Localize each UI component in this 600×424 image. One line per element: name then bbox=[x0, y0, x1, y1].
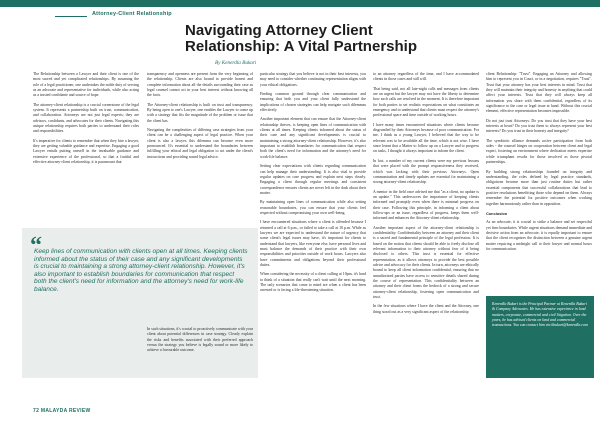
section-tag: Attorney-Client Relationship bbox=[92, 11, 172, 17]
paragraph: In the few situations where I have the client and the Attorney, one thing stood out as a very significant aspect of the relationship bbox=[373, 304, 479, 314]
paragraph: That being said, not all late-night calls and messages from clients are an urgent but the lawyer may not have the liberty to determine how such calls are resolved in the moment. It is therefore important for both parties to set realistic expectations on what constitutes an emergency and to understand that clients must respect the attorney's professional space and time outside of working hours. bbox=[373, 86, 479, 118]
article-title: Navigating Attorney Client Relationship: A Vital Partnership bbox=[185, 22, 417, 55]
paragraph: Another important element that can ensure that the Attorney-client relationship thrives, is keeping open lines of communication with clients at all times. Keeping clients informed about the status of their case and any significant developments is crucial to maintaining a strong attorney-client relationship. However, it's also important to establish boundaries for communication that respect both the client's need for information and the attorney's need for work-life balance. bbox=[260, 117, 366, 159]
author-bio-text: Kenerdla Bukari is the Principal Partner at Kenerdla Bukari & Company Advocates. He has extensive experience in land matters, corporate, commercial and civil litigation. Over the years, he has advised clients on land and commercial transactions. You can contact him via kbukari@kenerdla.com bbox=[492, 302, 588, 328]
article-column-2 bbox=[147, 72, 253, 214]
author-bio-box bbox=[486, 296, 594, 378]
page-footer: 72 MALAYDA REVIEW bbox=[33, 408, 91, 414]
article-column-5 bbox=[486, 72, 592, 292]
paragraph: In such situations, it's crucial to proactively communicate with your client about potential differences in case strategy. Clearly explain the risks and benefits associated with their preferred approach versus the strategy you believe is legally sound or more likely to achieve a favourable outcome. bbox=[147, 327, 253, 353]
paragraph: The attorney-client relationship is a crucial cornerstone of the legal system. It represents a partnership built on trust, communication, and collaboration. Attorneys are not just legal experts; they are advisors, confidants, and advocates for their clients. Navigating this unique relationship requires both parties to understand their roles and responsibilities. bbox=[33, 102, 139, 134]
pull-quote-text: Keep lines of communication with clients open at all times. Keeping clients informed about the status of their case and any significant developments is crucial to maintaining a strong attorney-client relationship. However, it's also important to establish boundaries for communication that respect both the client's need for information and the attorney's need for work-life balance. bbox=[34, 248, 248, 293]
paragraph: I have many times encountered situations where clients become disgruntled by their Attorneys because of poor communication. For me, I think as a young Lawyer, I believed that the way to be relevant was to be available all the time, which is not wise. I have since learnt that a Matter to follow up on a Lawyer and to progress on tasks, I thought it always important to inform the client. bbox=[373, 122, 479, 154]
conclusion-heading: Conclusion bbox=[486, 210, 508, 216]
paragraph: Another important aspect of the attorney-client relationship is confidentiality. Confidentiality between an attorney and their client is a sacred and fundamental principle of the legal profession. It is based on the notion that clients should be able to freely disclose all relevant information to their attorney without fear of it being disclosed to others. This trust is essential for effective representation, as it allows attorneys to provide the best possible advice and advocacy for their clients. In turn, attorneys are ethically bound to keep all client information confidential, ensuring that no unauthorized parties have access to sensitive details shared during the course of representation. This confidentiality between an attorney and their client forms the bedrock of a strong and secure attorney-client relationship, fostering open communication and trust. bbox=[373, 225, 479, 300]
paragraph: By maintaining open lines of communication while also setting reasonable boundaries, you can ensure that your clients feel respected without compromising your own well-being. bbox=[260, 200, 366, 215]
paragraph: The symbiotic alliance demands active participation from both sides - the counsel hinges on cooperation between client and legal expert, fostering an environment where dedication meets expertise while triumphant results for those involved as those pivotal partnerships. bbox=[486, 138, 592, 165]
section-tag-rule bbox=[55, 16, 87, 17]
paragraph: I have encountered situations where a client is offended because I returned a call at 6 p.m., or failed to take a call at 10 p.m. While as lawyers we are expected to understand the nature of urgency that some client's legal issues may have, it's important for clients to understand that lawyers, like everyone else, have personal lives and must balance the demands of their practice with their own responsibilities and priorities outside of work hours. Lawyers also have commitments and obligations beyond their professional duties. bbox=[260, 220, 366, 267]
article-column-3 bbox=[260, 72, 366, 397]
paragraph: client Relationship: "Trust". Engaging an Attorney and allowing him to represent you in Court, or in a negotiation, requires "Trust". Trust that your attorney has your best interests in mind. Trust that they will maintain their integrity and honesty in anything that could affect your interests. Trust that they will always keep all information you share with them confidential, regardless of its significance to the case or legal issue at hand. Without this crucial element, effective representation becomes impossible. bbox=[486, 72, 592, 114]
paragraph: It's imperative for clients to remember that when they hire a lawyer, they are getting valuable guidance and expertise. Engaging a good Lawyer entails putting oneself in the invaluable guidance and extensive experience of the professional, so that a fruitful and effective attorney-client relationship, it is paramount that bbox=[33, 138, 139, 165]
paragraph: transparency and openness are present from the very beginning of the relationship. Clients are also bound to provide honest and complete information about all the details surrounding their case as legal counsel cannot act in your best interest without knowing all the facts. bbox=[147, 72, 253, 98]
paragraph: to an attorney regardless of the time, and I have accommodated clients in those cases and still will. bbox=[373, 72, 479, 82]
top-accent-bar bbox=[0, 0, 600, 7]
paragraph: particular strategy that you believe is not in their best interests, you may need to consider whether continuing representation aligns with your ethical obligations. bbox=[260, 72, 366, 87]
article-column-2-lower bbox=[147, 327, 253, 397]
paragraph: Finding common ground through clear communication and ensuring that both you and your client fully understand the implications of chosen strategies can help navigate such dilemmas effectively. bbox=[260, 92, 366, 113]
paragraph: Setting clear expectations with clients regarding communication can help manage their understanding. It is also vital to provide regular updates on case progress and explain next steps clearly. Engaging a client through regular meetings and consistent correspondence ensures clients are never left in the dark about their matter. bbox=[260, 164, 366, 195]
quote-mark-icon: “ bbox=[30, 233, 42, 259]
paragraph: When considering the necessity of a client calling at 10pm, it's hard to think of a situation that really can't wait until the next morning. The only scenarios that come to mind are when a client has been arrested or is facing a life-threatening situation. bbox=[260, 272, 366, 293]
paragraph: As an advocate, it is crucial to strike a balance and set respectful yet firm boundaries. While urgent situations demand immediate and decisive action from an advocate, it is equally important to ensure that the client recognizes the distinction between a genuine urgent matter requiring a midnight call to their lawyer and normal hours for communication. bbox=[486, 220, 592, 251]
paragraph: The Relationship between a Lawyer and their client is one of the most sacred and yet complicated relationships. By assuming the role of a legal practitioner, one undertakes the noble duty of serving as an advocate and representative for individuals, while also acting as a trusted confidante and source of hope. bbox=[33, 72, 139, 98]
article-column-1 bbox=[33, 72, 139, 214]
paragraph: A mentor in the field once advised me that "as a client, no update is an update." This underscores the importance of keeping clients informed and promptly even when there is minimal progress on their case. Following this principle, in informing a client about follow-ups or an issue, regardless of progress, keeps them well-informed and enhances the Attorney-client relationship. bbox=[373, 189, 479, 221]
article-byline: By Kenerdla Bukari bbox=[215, 60, 257, 66]
paragraph: Navigating the complexities of differing case strategies from your client can be a challenging aspect of legal practice. When your client is also a lawyer, this dilemma can become even more pronounced. It's essential to understand the boundaries between fulfilling your ethical and legal obligation to act under the client's instructions and providing sound legal advice. bbox=[147, 128, 253, 159]
article-column-4 bbox=[373, 72, 479, 397]
paragraph: In fact, a number of my current clients were my previous lessons that were placed with the prompt responsiveness they received, which was lacking with their previous Attorneys. Open communication and timely updates are essential for maintaining a strong attorney-client relationship. bbox=[373, 158, 479, 185]
paragraph: Do not just trust Attorneys. Do you trust that they have your best interests at heart? Do you trust them to always represent your best interests? Do you trust in their honesty and integrity? bbox=[486, 118, 592, 134]
paragraph: By building strong relationships founded on integrity and understanding, the roles defined by legal practice standards, obligations become more than just routine duties but rather essential components that successful collaborations that lead to positive resolutions benefitting those who depend on them. Always remember the potential for positive outcomes when working together harmoniously rather than in opposition. bbox=[486, 169, 592, 206]
paragraph: The Attorney-client relationship is built on trust and transparency. By being open to one's Lawyer, one enables the Lawyer to come up with a strategy that fits the magnitude of the problem or issue that the client has. bbox=[147, 102, 253, 123]
